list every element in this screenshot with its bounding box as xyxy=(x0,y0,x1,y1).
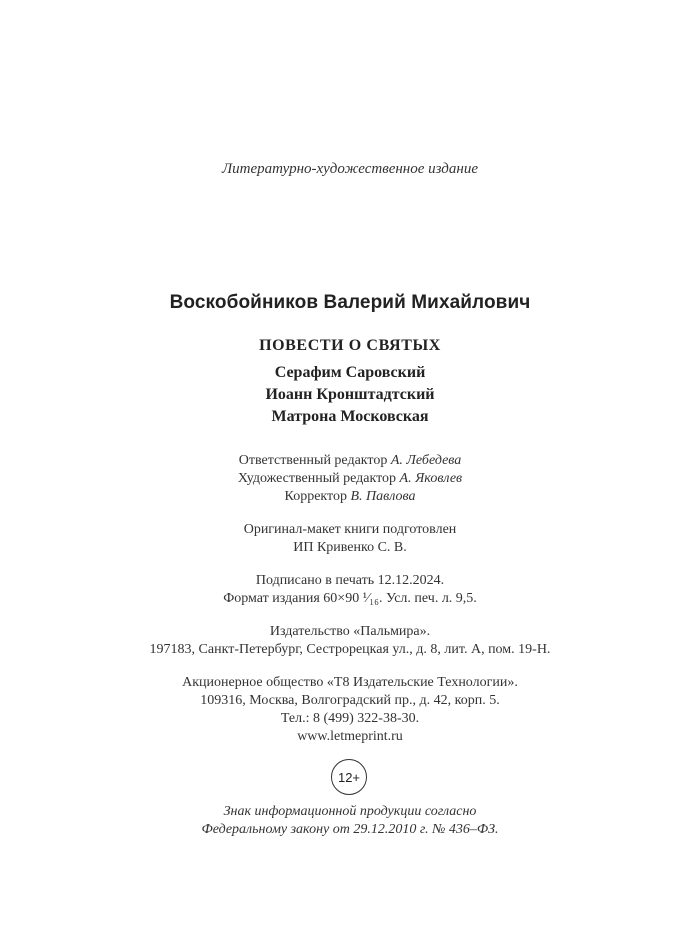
printer-address: 109316, Москва, Волгоградский пр., д. 42, корп. 5. xyxy=(200,693,500,708)
credit-person: А. Лебедева xyxy=(390,453,462,468)
publisher-name: Издательство «Пальмира». xyxy=(269,624,431,639)
book-title: ПОВЕСТИ О СВЯТЫХ xyxy=(259,337,441,354)
credit-role: Художественный редактор xyxy=(237,471,397,486)
layout-line-2: ИП Кривенко С. В. xyxy=(293,540,407,555)
printer-phone: Тел.: 8 (499) 322-38-30. xyxy=(280,711,420,726)
credit-role: Ответственный редактор xyxy=(238,453,388,468)
credit-editor xyxy=(0,453,700,470)
printer-name: Акционерное общество «Т8 Издательские Технологии». xyxy=(182,675,518,690)
age-rating-badge xyxy=(331,759,367,795)
layout-line-1: Оригинал-макет книги подготовлен xyxy=(243,522,457,537)
notice-line-2: Федеральному закону от 29.12.2010 г. № 436–ФЗ. xyxy=(201,822,499,837)
credit-corrector xyxy=(0,489,700,506)
credit-person: В. Павлова xyxy=(350,489,416,504)
print-date: Подписано в печать 12.12.2024. xyxy=(255,573,445,588)
credit-role: Корректор xyxy=(284,489,347,504)
credit-person: А. Яковлев xyxy=(399,471,463,486)
notice-line-1: Знак информационной продукции согласно xyxy=(223,804,477,819)
subtitle-1: Серафим Саровский xyxy=(274,364,426,381)
author-name: Воскобойников Валерий Михайлович xyxy=(169,292,531,313)
print-format: Формат издания 60×90 ¹⁄₁₆. Усл. печ. л. 9,5. xyxy=(223,591,477,606)
printer-website: www.letmeprint.ru xyxy=(297,729,403,744)
subtitle-2: Иоанн Кронштадтский xyxy=(265,386,435,403)
credit-art-editor xyxy=(0,471,700,488)
genre-label: Литературно-художественное издание xyxy=(222,161,478,177)
subtitle-3: Матрона Московская xyxy=(271,408,429,425)
age-rating-label: 12+ xyxy=(337,769,361,785)
publisher-address: 197183, Санкт-Петербург, Сестрорецкая ул., д. 8, лит. А, пом. 19-Н. xyxy=(149,642,551,657)
